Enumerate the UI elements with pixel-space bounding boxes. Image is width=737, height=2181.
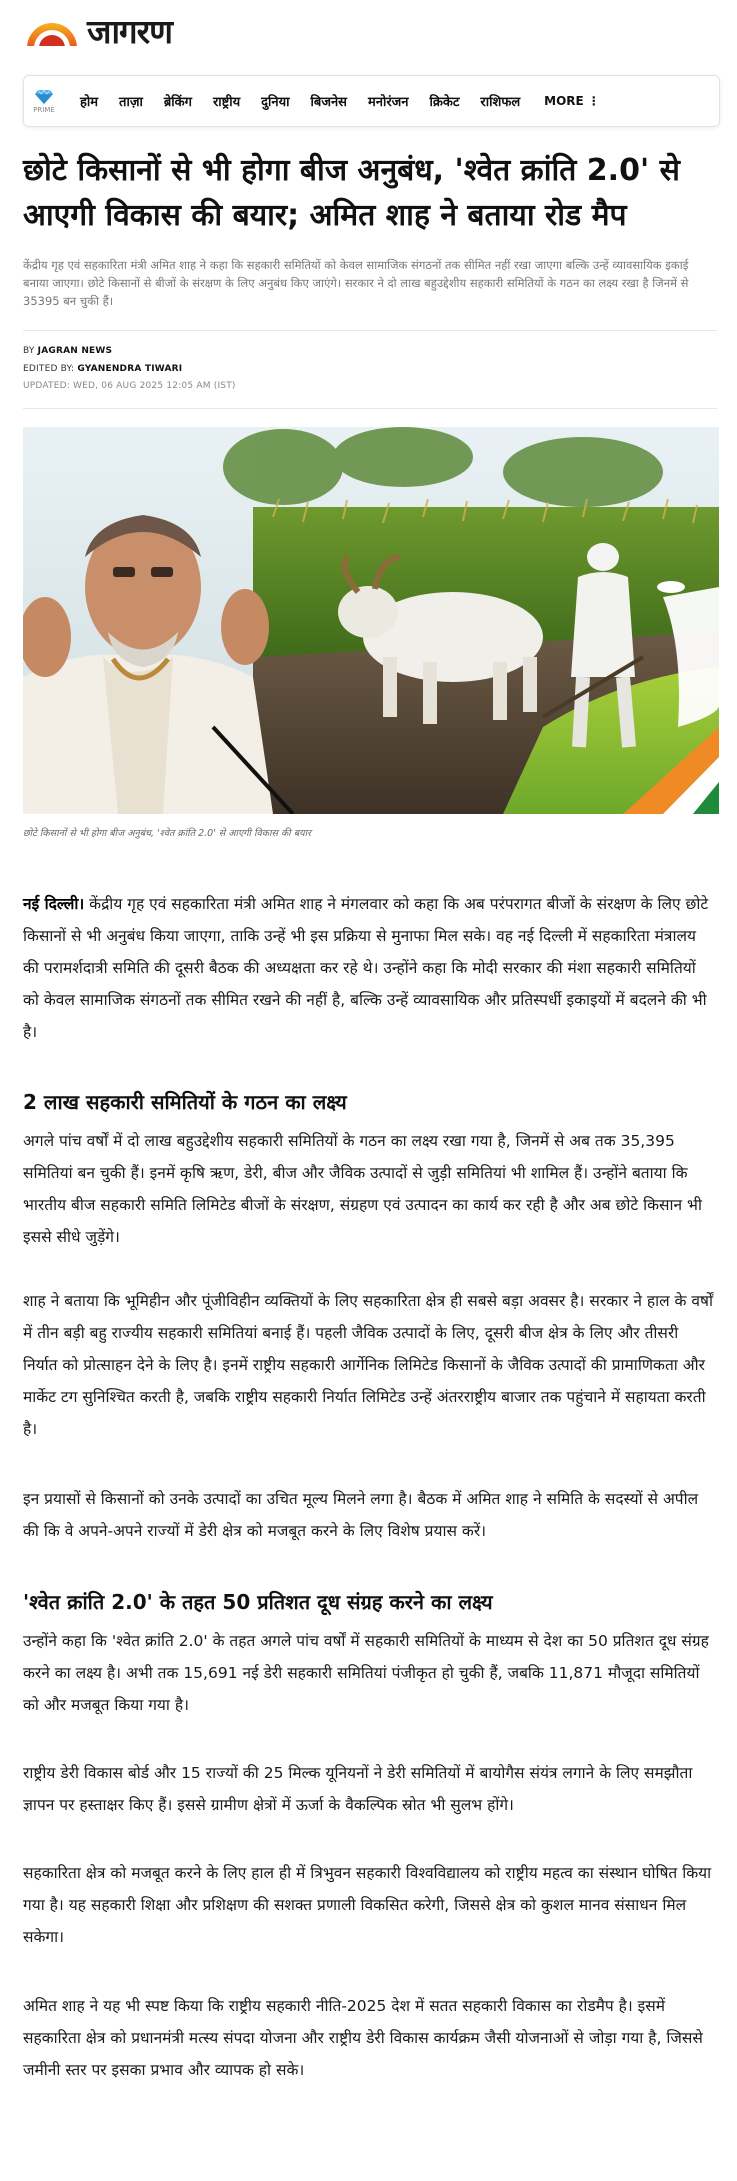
byline-prefix: BY (23, 346, 35, 356)
paragraph-3: शाह ने बताया कि भूमिहीन और पूंजीविहीन व्यक्तियों के लिए सहकारिता क्षेत्र ही सबसे बड़ा अवसर है। सरकार ने हाल के वर्षों में तीन बड़ी बहु राज्यीय सहकारी समितियां बनाई हैं। पहली जैविक उत्पादों के लिए, दूसरी बीज क्षेत्र के लिए और तीसरी निर्यात को प्रोत्साहन देने के लिए है। इनमें राष्ट्रीय सहकारी आर्गेनिक लिमिटेड किसानों के जैविक उत्पादों की प्रामाणिकता और मार्केट टग सुनिश्चित करती है, जबकि राष्ट्रीय सहकारी निर्यात लिमिटेड उन्हें अंतरराष्ट्रीय बाजार तक पहुंचाने में सहायता करती है। (23, 1292, 713, 1438)
more-label: MORE (544, 94, 584, 108)
image-caption: छोटे किसानों से भी होगा बीज अनुबंध, 'श्वेत क्रांति 2.0' से आएगी विकास की बयार (23, 828, 312, 839)
nav-item-business[interactable]: बिजनेस (310, 95, 347, 110)
paragraph-1 (23, 888, 713, 1048)
dateline: नई दिल्ली। (23, 895, 85, 913)
nav-item-latest[interactable]: ताज़ा (119, 95, 143, 110)
nav-item-breaking[interactable]: ब्रेकिंग (163, 95, 192, 110)
site-logo[interactable] (23, 12, 172, 52)
nav-item-horoscope[interactable]: राशिफल (480, 95, 521, 110)
byline-editor (23, 364, 182, 374)
prime-link[interactable] (24, 75, 64, 127)
article-summary: केंद्रीय गृह एवं सहकारिता मंत्री अमित शाह ने कहा कि सहकारी समितियों को केवल सामाजिक संगठनों तक सीमित नहीं रखा जाएगा बल्कि उन्हें व्यावसायिक इकाई बनाया जाएगा। छोटे किसानों से बीजों के संरक्षण के लिए अनुबंध किए जाएंगे। सरकार ने दो लाख बहुउद्देशीय सहकारी समितियों के गठन का लक्ष्य रखा है जिनमें से 35395 बन चुकी हैं। (23, 258, 689, 308)
paragraph-6: राष्ट्रीय डेरी विकास बोर्ड और 15 राज्यों की 25 मिल्क यूनियनों ने डेरी समितियों में बायोगैस संयंत्र लगाने के लिए समझौता ज्ञापन पर हस्ताक्षर किए हैं। इससे ग्रामीण क्षेत्रों में ऊर्जा के वैकल्पिक स्रोत भी सुलभ होंगे। (23, 1764, 693, 1814)
prime-diamond-icon (35, 89, 53, 105)
nav-item-cricket[interactable]: क्रिकेट (429, 95, 460, 110)
editor-prefix: EDITED BY: (23, 364, 75, 374)
subheading-1: 2 लाख सहकारी समितियों के गठन का लक्ष्य (23, 1090, 347, 1114)
subheading-2: 'श्वेत क्रांति 2.0' के तहत 50 प्रतिशत दूध संग्रह करने का लक्ष्य (23, 1590, 493, 1614)
hero-image (23, 427, 719, 814)
nav-item-home[interactable]: होम (80, 95, 99, 110)
article-headline: छोटे किसानों से भी होगा बीज अनुबंध, 'श्वेत क्रांति 2.0' से आएगी विकास की बयार; अमित शाह ने बताया रोड मैप (23, 153, 680, 233)
paragraph-2: अगले पांच वर्षों में दो लाख बहुउद्देशीय सहकारी समितियों के गठन का लक्ष्य रखा गया है, जिनमें से अब तक 35,395 समितियां बन चुकी हैं। इनमें कृषि ऋण, डेरी, बीज और जैविक उत्पादों से जुड़ी समितियां भी शामिल हैं। उन्होंने बताया कि भारतीय बीज सहकारी समिति लिमिटेड बीजों के संरक्षण, संग्रहण एवं उत्पादन का कार्य कर रही है और अब छोटे किसान भी इससे सीधे जुड़ेंगे। (23, 1132, 702, 1246)
paragraph-5: उन्होंने कहा कि 'श्वेत क्रांति 2.0' के तहत अगले पांच वर्षों में सहकारी समितियों के माध्यम से देश का 50 प्रतिशत दूध संग्रह करने का लक्ष्य है। अभी तक 15,691 नई डेरी सहकारी समितियां पंजीकृत हो चुकी हैं, जबकि 11,871 मौजूदा समितियों को और मजबूत किया गया है। (23, 1632, 709, 1714)
more-dots-icon: ⋮ (587, 94, 600, 108)
divider (23, 330, 717, 331)
paragraph-4: इन प्रयासों से किसानों को उनके उत्पादों का उचित मूल्य मिलने लगा है। बैठक में अमित शाह ने समिति के सदस्यों से अपील की कि वे अपने-अपने राज्यों में डेरी क्षेत्र को मजबूत करने के लिए विशेष प्रयास करें। (23, 1490, 699, 1540)
paragraph-7: सहकारिता क्षेत्र को मजबूत करने के लिए हाल ही में त्रिभुवन सहकारी विश्वविद्यालय को राष्ट्रीय महत्व का संस्थान घोषित किया गया है। यह सहकारी शिक्षा और प्रशिक्षण की सशक्त प्रणाली विकसित करेगी, जिससे क्षेत्र को कुशल मानव संसाधन मिल सकेगा। (23, 1864, 712, 1946)
author-link[interactable]: JAGRAN NEWS (37, 346, 113, 356)
main-nav (23, 75, 720, 127)
jagran-sun-logo-icon (23, 14, 81, 50)
nav-item-entertainment[interactable]: मनोरंजन (367, 95, 409, 110)
nav-item-world[interactable]: दुनिया (261, 95, 290, 110)
prime-label: PRIME (33, 105, 55, 114)
paragraph-1-text: केंद्रीय गृह एवं सहकारिता मंत्री अमित शाह ने मंगलवार को कहा कि अब परंपरागत बीजों के संरक्षण के लिए छोटे किसानों से भी अनुबंध किया जाएगा, ताकि उन्हें भी इस प्रक्रिया से मुनाफा मिल सके। वह नई दिल्ली में सहकारिता मंत्रालय की परामर्शदात्री समिति की दूसरी बैठक की अध्यक्षता कर रहे थे। उन्होंने कहा कि मोदी सरकार की मंशा सहकारी समितियों को केवल सामाजिक संगठनों तक सीमित रखने की नहीं है, बल्कि उन्हें व्यावसायिक और प्रतिस्पर्धी इकाइयों में बदलने की भी है। (23, 895, 709, 1041)
hero-illustration (23, 427, 719, 814)
updated-timestamp: UPDATED: WED, 06 AUG 2025 12:05 AM (IST) (23, 381, 236, 391)
logo-text: जागरण (87, 12, 172, 51)
more-menu-button[interactable] (544, 94, 600, 108)
editor-link[interactable]: GYANENDRA TIWARI (77, 364, 183, 374)
paragraph-8: अमित शाह ने यह भी स्पष्ट किया कि राष्ट्रीय सहकारी नीति-2025 देश में सतत सहकारी विकास का रोडमैप है। इसमें सहकारिता क्षेत्र को प्रधानमंत्री मत्स्य संपदा योजना और राष्ट्रीय डेरी विकास कार्यक्रम जैसी योजनाओं से जोड़ा गया है, जिससे जमीनी स्तर पर इसका प्रभाव और व्यापक हो सके। (23, 1997, 703, 2079)
divider (23, 408, 717, 409)
nav-item-national[interactable]: राष्ट्रीय (212, 95, 241, 110)
byline-author (23, 346, 112, 356)
